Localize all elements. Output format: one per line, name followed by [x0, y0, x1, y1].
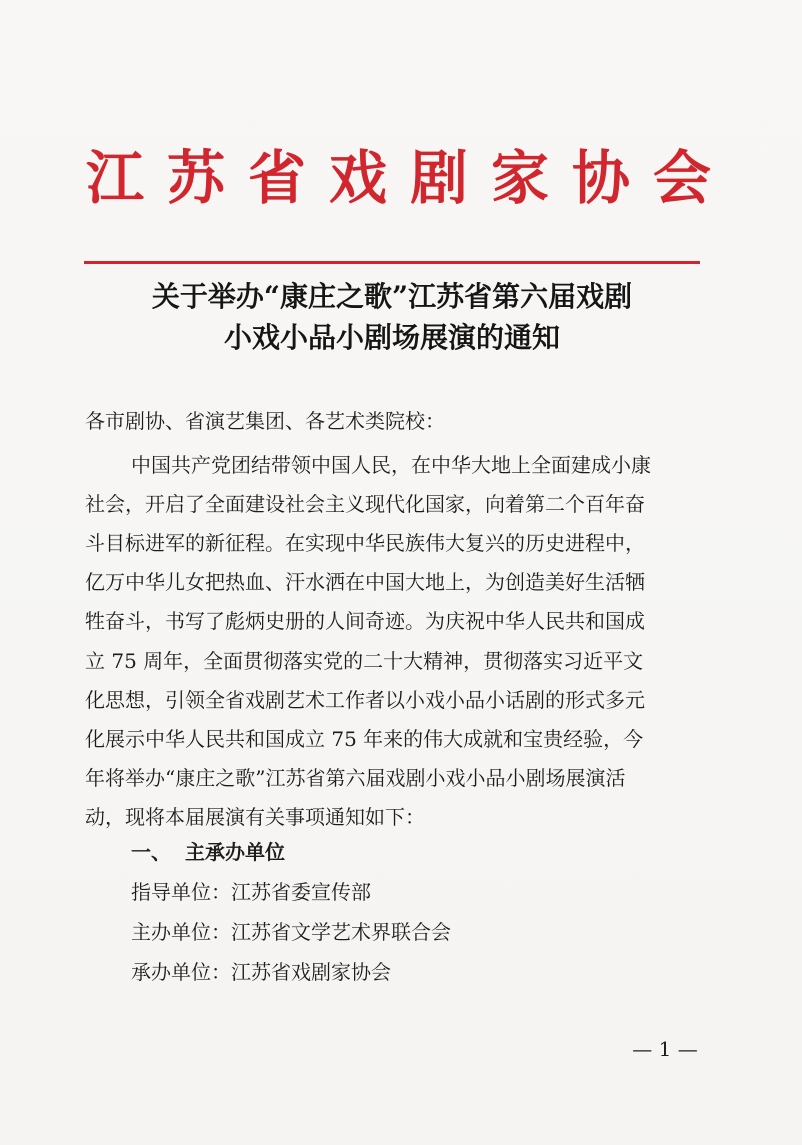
host-unit: 主办单位：江苏省文学艺术界联合会	[131, 920, 451, 944]
section-heading-1	[131, 835, 285, 869]
body-paragraph-line: 牲奋斗，书写了彪炳史册的人间奇迹。为庆祝中华人民共和国成	[85, 609, 645, 633]
document-title-line-1: 关于举办“康庄之歌”江苏省第六届戏剧	[151, 280, 633, 313]
body-paragraph-line: 化展示中华人民共和国成立 75 年来的伟大成就和宝贵经验，今	[85, 727, 644, 751]
body-paragraph-line: 化思想，引领全省戏剧艺术工作者以小戏小品小话剧的形式多元	[85, 688, 645, 712]
section-title: 主承办单位	[185, 840, 285, 864]
salutation: 各市剧协、省演艺集团、各艺术类院校：	[85, 409, 445, 433]
body-paragraph-line: 社会，开启了全面建设社会主义现代化国家，向着第二个百年奋	[85, 492, 645, 516]
document-title-line-2: 小戏小品小剧场展演的通知	[223, 321, 560, 354]
body-paragraph-line-last: 动，现将本届展演有关事项通知如下：	[85, 805, 425, 829]
organization-header: 江苏省戏剧家协会	[86, 144, 735, 212]
red-header-rule	[84, 261, 700, 264]
body-paragraph-line: 立 75 周年，全面贯彻落实党的二十大精神，贯彻落实习近平文	[85, 649, 644, 673]
guiding-unit: 指导单位：江苏省委宣传部	[131, 880, 371, 904]
body-paragraph-line: 年将举办“康庄之歌”江苏省第六届戏剧小戏小品小剧场展演活	[85, 766, 626, 790]
body-paragraph-line: 亿万中华儿女把热血、汗水洒在中国大地上，为创造美好生活牺	[85, 570, 645, 594]
body-paragraph-line: 斗目标进军的新征程。在实现中华民族伟大复兴的历史进程中，	[85, 531, 645, 555]
page-number: — 1 —	[632, 1037, 698, 1061]
body-paragraph-line: 中国共产党团结带领中国人民，在中华大地上全面建成小康	[131, 453, 651, 477]
section-number: 一、	[131, 840, 171, 864]
organizer-unit: 承办单位：江苏省戏剧家协会	[131, 960, 391, 984]
